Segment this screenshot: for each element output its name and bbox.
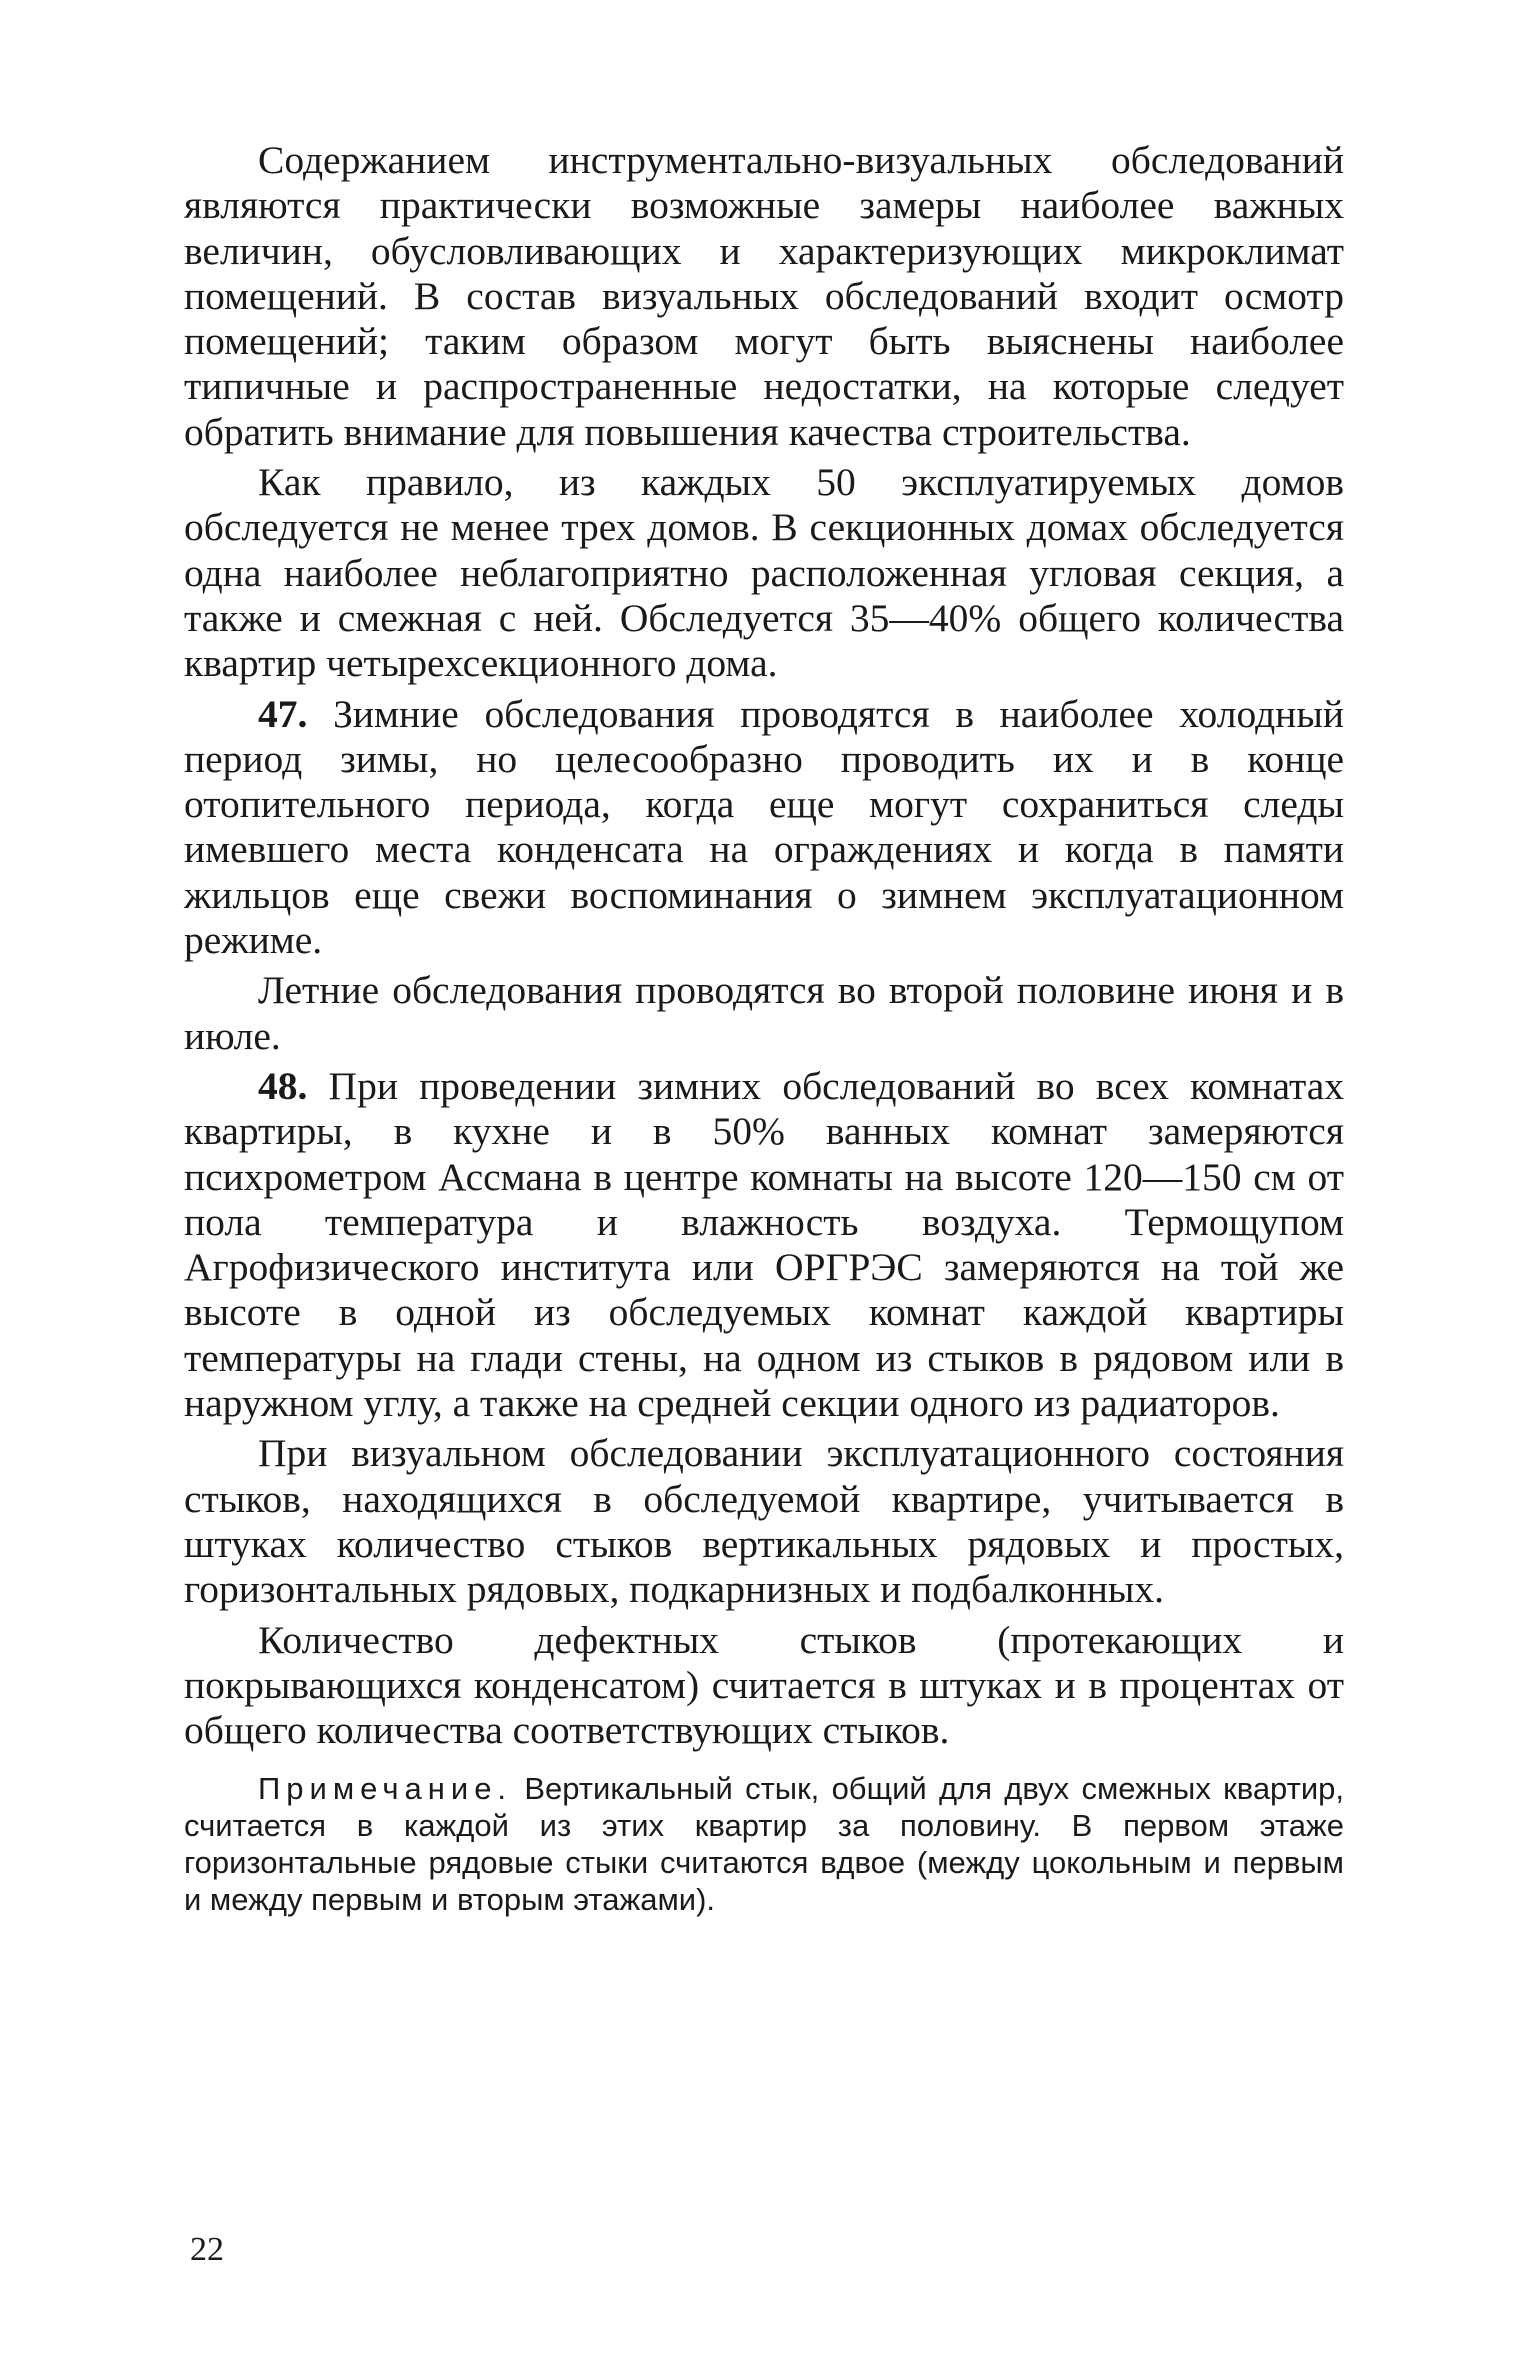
section-number: 48. (258, 1063, 308, 1108)
paragraph-text: При визуальном обследовании эксплуатационного состояния стыков, находящихся в обследуемой квартире, учитывается в штуках количество стыков вертикальных рядовых и простых, горизонтальных рядовых, подкарнизных и подбалконных. (184, 1431, 1344, 1612)
paragraph-joint-inspection (184, 1431, 1344, 1612)
paragraph-text: Как правило, из каждых 50 эксплуатируемых домов обследуется не менее трех домов. В секционных домах обследуется одна наиболее неблагоприятно расположенная угловая секция, а также и смежная с ней. Обследуется 35—40% общего количества квартир четырехсекционного дома. (184, 460, 1344, 686)
paragraph-survey-sampling (184, 460, 1344, 686)
section-number: 47. (258, 691, 308, 736)
paragraph-47-winter-surveys (184, 692, 1344, 964)
paragraph-text: При проведении зимних обследований во всех комнатах квартиры, в кухне и в 50% ванных комнат замеряются психрометром Ассмана в центре комнаты на высоте 120—150 см от пола температура и влажность воздуха. Термощупом Агрофизического института или ОРГРЭС замеряются на той же высоте в одной из обследуемых комнат каждой квартиры температуры на глади стены, на одном из стыков в рядовом или в наружном углу, а также на средней секции одного из радиаторов. (184, 1063, 1345, 1426)
paragraph-summer-surveys (184, 968, 1344, 1059)
page-number: 22 (190, 2231, 224, 2268)
paragraph-48-measurements (184, 1064, 1344, 1426)
paragraph-text: Содержанием инструментально-визуальных обследований являются практически возможные замеры наиболее важных величин, обусловливающих и характеризующих микроклимат помещений. В состав визуальных обследований входит осмотр помещений; таким образом могут быть выяснены наиболее типичные и распространенные недостатки, на которые следует обратить внимание для повышения качества строительства. (184, 138, 1344, 454)
paragraph-instrumental-surveys (184, 138, 1344, 455)
paragraph-defective-joints (184, 1618, 1344, 1754)
paragraph-text: Летние обследования проводятся во второй половине июня и в июле. (184, 968, 1344, 1058)
note-text: Вертикальный стык, общий для двух смежных квартир, считается в каждой из этих квартир за половину. В первом этаже горизонтальные рядовые стыки считаются вдвое (между цокольным и первым и между первым и вторым этажами). (184, 1771, 1344, 1918)
footnote-remark (184, 1770, 1344, 1918)
paragraph-text: Количество дефектных стыков (протекающих и покрывающихся конденсатом) считается в штуках и в процентах от общего количества соответствующих стыков. (184, 1617, 1344, 1753)
note-label: Примечание. (258, 1771, 513, 1807)
page-body (184, 138, 1344, 1918)
paragraph-text: Зимние обследования проводятся в наиболее холодный период зимы, но целесообразно проводить их и в конце отопительного периода, когда еще могут сохраниться следы имевшего места конденсата на ограждениях и когда в памяти жильцов еще свежи воспоминания о зимнем эксплуатационном режиме. (184, 691, 1344, 963)
